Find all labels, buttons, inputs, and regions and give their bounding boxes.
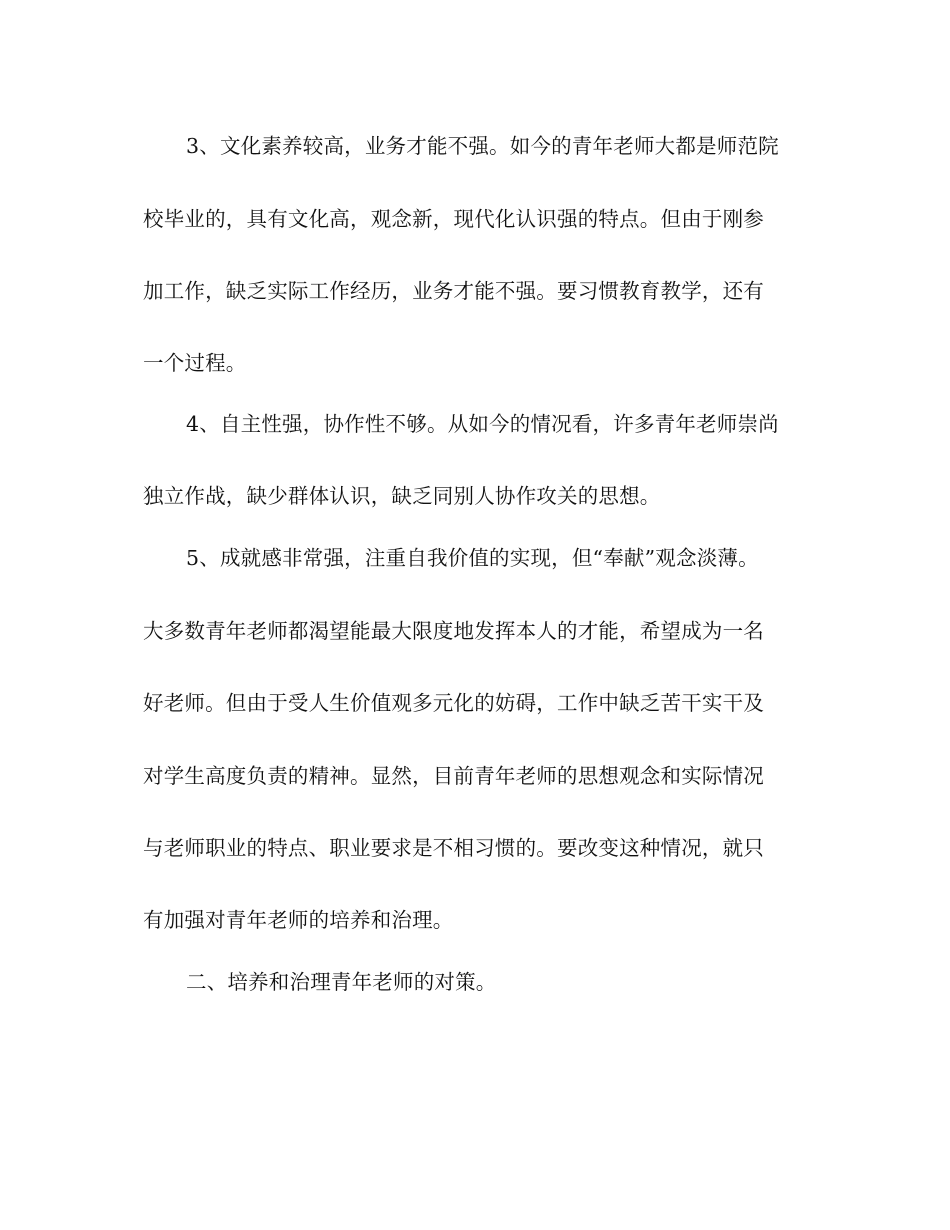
paragraph-3-line-1: 3、文化素养较高，业务才能不强。如今的青年老师大都是师范院 (186, 134, 779, 158)
paragraph-5-line-1: 5、成就感非常强，注重自我价值的实现，但“奉献”观念淡薄。 (186, 546, 759, 570)
paragraph-5-line-4: 对学生高度负责的精神。显然，目前青年老师的思想观念和实际情况 (143, 764, 764, 788)
paragraph-3-line-2: 校毕业的，具有文化高，观念新，现代化认识强的特点。但由于刚参 (143, 207, 764, 231)
section-heading-2: 二、培养和治理青年老师的对策。 (186, 970, 497, 994)
paragraph-5-line-6: 有加强对青年老师的培养和治理。 (143, 908, 454, 932)
paragraph-5-line-3: 好老师。但由于受人生价值观多元化的妨碍，工作中缺乏苦干实干及 (143, 691, 764, 715)
paragraph-4-line-2: 独立作战，缺少群体认识，缺乏同别人协作攻关的思想。 (143, 484, 661, 508)
paragraph-3-line-4: 一个过程。 (143, 351, 247, 375)
paragraph-5-line-5: 与老师职业的特点、职业要求是不相习惯的。要改变这种情况，就只 (143, 836, 764, 860)
paragraph-3-line-3: 加工作，缺乏实际工作经历，业务才能不强。要习惯教育教学，还有 (143, 279, 764, 303)
paragraph-4-line-1: 4、自主性强，协作性不够。从如今的情况看，许多青年老师崇尚 (186, 412, 779, 436)
paragraph-5-line-2: 大多数青年老师都渴望能最大限度地发挥本人的才能，希望成为一名 (143, 619, 764, 643)
